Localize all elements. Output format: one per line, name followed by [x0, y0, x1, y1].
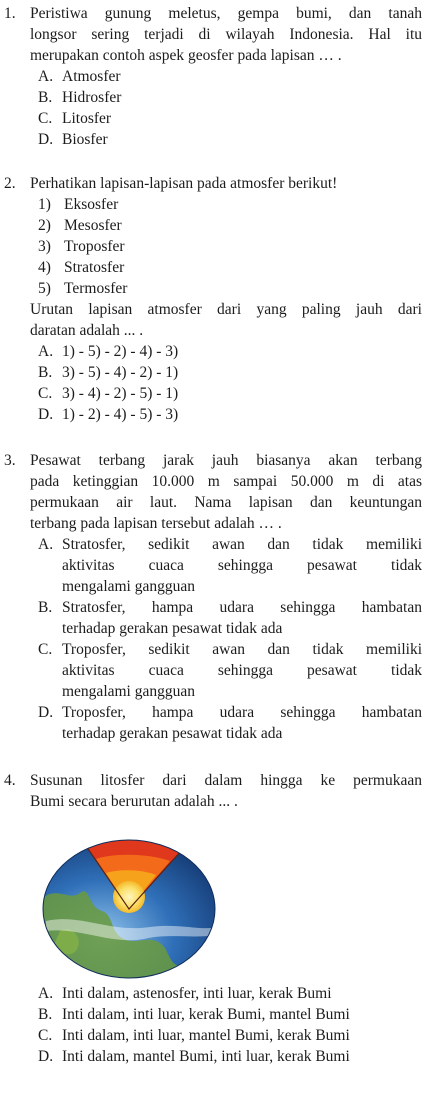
option-a[interactable]: A. Inti dalam, astenosfer, inti luar, kerak Bumi [38, 985, 332, 1002]
question-stem [30, 173, 422, 194]
stem-line: Peristiwa gunung meletus, gempa bumi, dan tanah [30, 5, 422, 22]
list-item-1: 1) Eksosfer [38, 196, 119, 213]
stem-line: merupakan contoh aspek geosfer pada lapisan … . [30, 47, 342, 64]
option-b[interactable]: B. Stratosfer, hampa udara sehingga hambatan terhadap gerakan pesawat tidak ada [38, 599, 422, 637]
question-stem [30, 770, 422, 812]
stem-line: terbang pada lapisan tersebut adalah … . [30, 515, 282, 532]
option-c[interactable]: C. Troposfer, sedikit awan dan tidak memiliki aktivitas cuaca sehingga pesawat tidak mengalami gangguan [38, 641, 422, 700]
question-3 [4, 450, 422, 744]
question-number: 4. [4, 772, 16, 789]
option-d[interactable]: D. 1) - 2) - 4) - 5) - 3) [38, 406, 179, 423]
stem-line: Urutan lapisan atmosfer dari yang paling jauh dari [30, 301, 422, 318]
question-1 [4, 3, 422, 150]
stem-line: Perhatikan lapisan-lapisan pada atmosfer berikut! [30, 175, 338, 192]
question-stem [30, 3, 422, 66]
stem-line: Pesawat terbang jarak jauh biasanya akan terbang [30, 452, 422, 469]
stem-line: permukaan air laut. Nama lapisan dan keuntungan [30, 494, 422, 511]
option-d[interactable]: D. Troposfer, hampa udara sehingga hambatan terhadap gerakan pesawat tidak ada [38, 704, 422, 742]
question-4 [4, 770, 422, 812]
option-b[interactable]: B. Inti dalam, inti luar, kerak Bumi, mantel Bumi [38, 1006, 350, 1023]
earth-layers-cutaway-icon [40, 835, 218, 979]
list-item-5: 5) Termosfer [38, 280, 128, 297]
list-item-2: 2) Mesosfer [38, 217, 122, 234]
stem-line: Susunan litosfer dari dalam hingga ke permukaan [30, 772, 422, 789]
option-d[interactable]: D. Inti dalam, mantel Bumi, inti luar, kerak Bumi [38, 1048, 350, 1065]
question-stem [30, 450, 422, 534]
question-number: 2. [4, 175, 16, 192]
question-4-options [4, 983, 422, 1067]
option-c[interactable]: C. Litosfer [38, 110, 112, 127]
list-item-4: 4) Stratosfer [38, 259, 125, 276]
option-a[interactable]: A. Stratosfer, sedikit awan dan tidak memiliki aktivitas cuaca sehingga pesawat tidak mengalami gangguan [38, 536, 422, 595]
option-a[interactable]: A. Atmosfer [38, 68, 121, 85]
stem-line: longsor sering terjadi di wilayah Indonesia. Hal itu [30, 26, 422, 43]
stem-line: daratan adalah ... . [30, 322, 144, 339]
earth-layers-figure [40, 835, 218, 979]
question-number: 3. [4, 452, 16, 469]
option-b[interactable]: B. 3) - 5) - 4) - 2) - 1) [38, 364, 179, 381]
option-c[interactable]: C. 3) - 4) - 2) - 5) - 1) [38, 385, 179, 402]
option-c[interactable]: C. Inti dalam, inti luar, mantel Bumi, kerak Bumi [38, 1027, 350, 1044]
question-stem-continued [30, 299, 422, 341]
option-a[interactable]: A. 1) - 5) - 2) - 4) - 3) [38, 343, 179, 360]
stem-line: pada ketinggian 10.000 m sampai 50.000 m di atas [30, 473, 422, 490]
option-b[interactable]: B. Hidrosfer [38, 89, 122, 106]
list-item-3: 3) Troposfer [38, 238, 125, 255]
question-2 [4, 173, 422, 425]
question-number: 1. [4, 5, 16, 22]
option-d[interactable]: D. Biosfer [38, 131, 108, 148]
stem-line: Bumi secara berurutan adalah ... . [30, 793, 238, 810]
